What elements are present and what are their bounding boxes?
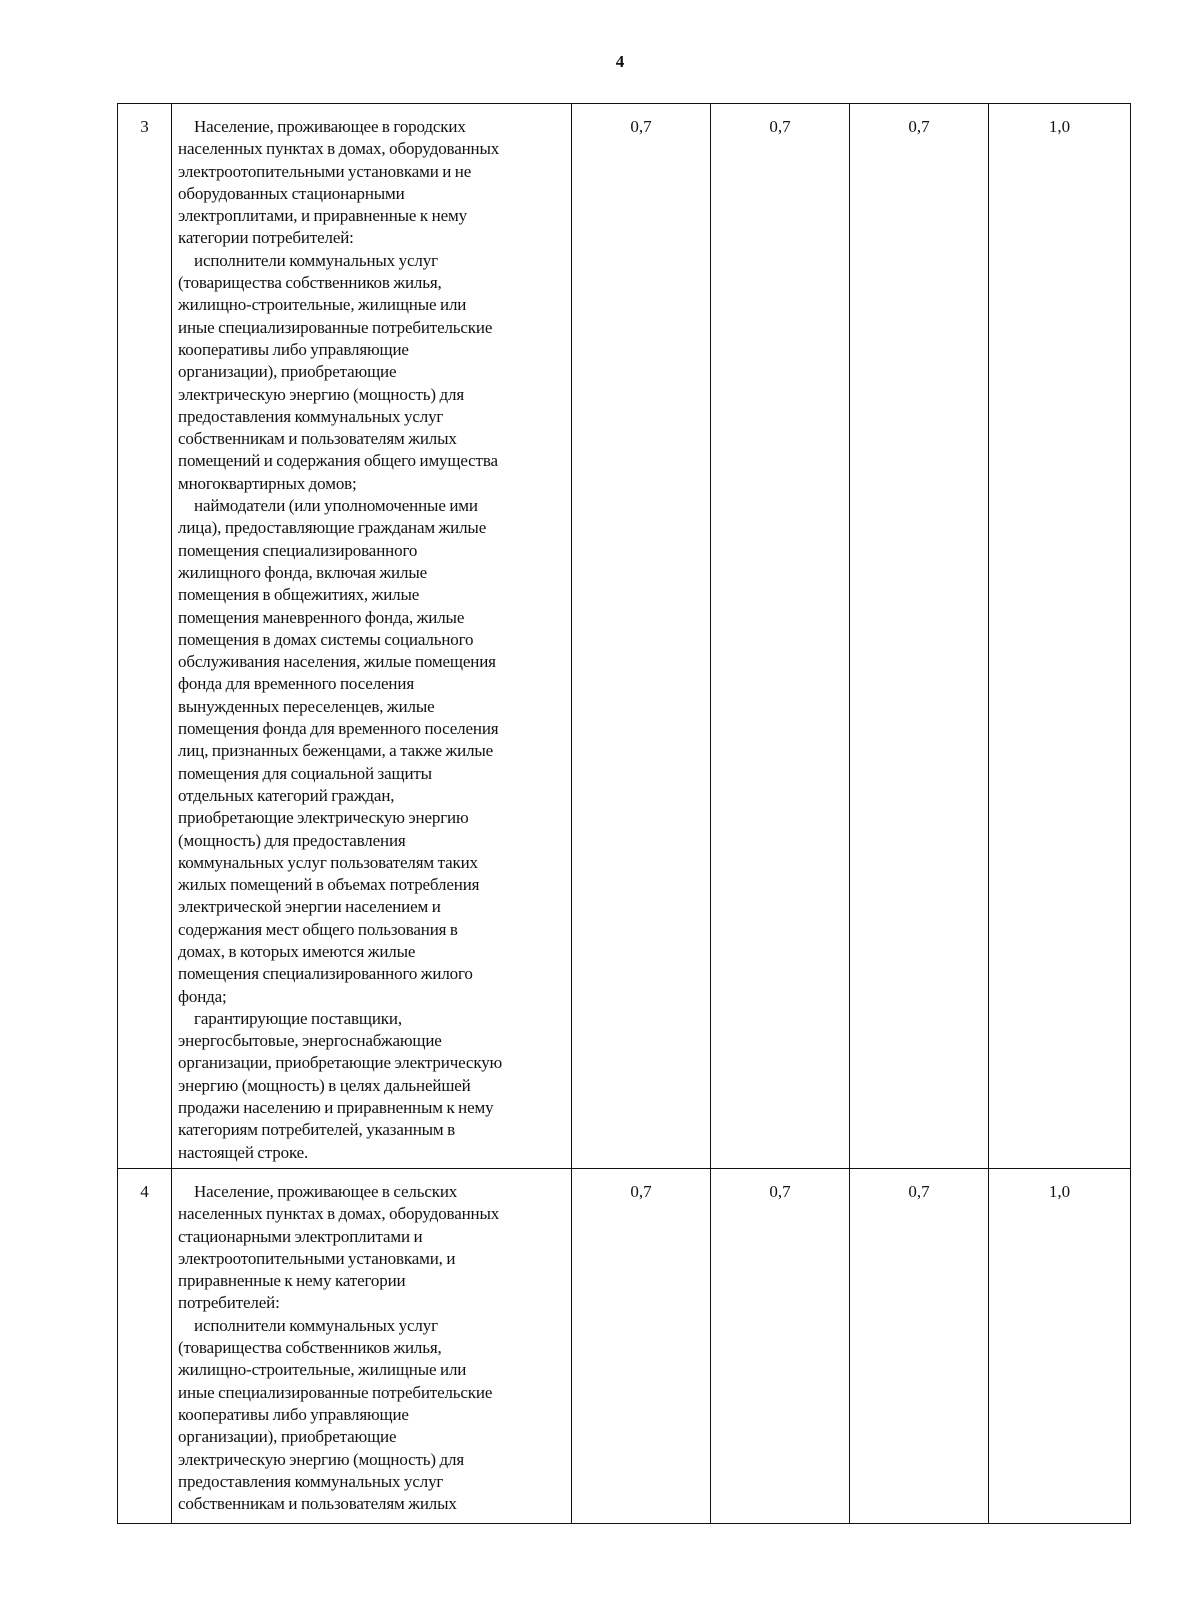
row-description (172, 104, 572, 1169)
description-line: жилищно-строительные, жилищные или (178, 295, 467, 315)
description-line: электрическую энергию (мощность) для (178, 384, 465, 404)
description-line: собственникам и пользователям жилых (178, 1494, 457, 1514)
description-line: потребителей: (178, 1293, 280, 1313)
description-line: фонда; (178, 986, 227, 1006)
description-line: многоквартирных домов; (178, 473, 357, 493)
coefficient-value: 0,7 (850, 104, 989, 1169)
table-row (118, 104, 1131, 1169)
description-line: вынужденных переселенцев, жилые (178, 696, 435, 716)
description-line: кооперативы либо управляющие (178, 1404, 409, 1424)
description-line: содержания мест общего пользования в (178, 919, 458, 939)
description-line: предоставления коммунальных услуг (178, 406, 444, 426)
description-line: помещения в домах системы социального (178, 629, 474, 649)
coefficient-value: 1,0 (989, 104, 1131, 1169)
description-line: электрическую энергию (мощность) для (178, 1449, 465, 1469)
description-line: обслуживания населения, жилые помещения (178, 652, 496, 672)
coefficient-value: 1,0 (989, 1168, 1131, 1523)
description-line: коммунальных услуг пользователям таких (178, 852, 478, 872)
description-line: населенных пунктах в домах, оборудованных (178, 139, 500, 159)
description-line: продажи населению и приравненным к нему (178, 1098, 494, 1118)
coefficient-value: 0,7 (711, 104, 850, 1169)
coefficient-value: 0,7 (572, 104, 711, 1169)
description-line: иные специализированные потребительские (178, 317, 493, 337)
description-line: приобретающие электрическую энергию (178, 808, 469, 828)
description-line: лица), предоставляющие гражданам жилые (178, 518, 487, 538)
description-line: помещения специализированного (178, 540, 418, 560)
description-line: отдельных категорий граждан, (178, 785, 395, 805)
description-line: исполнители коммунальных услуг (194, 1315, 438, 1335)
table-row (118, 1168, 1131, 1523)
description-line: кооперативы либо управляющие (178, 339, 409, 359)
description-line: помещения в общежитиях, жилые (178, 585, 420, 605)
description-line: категориям потребителей, указанным в (178, 1120, 456, 1140)
description-line: энергию (мощность) в целях дальнейшей (178, 1075, 471, 1095)
row-description (172, 1168, 572, 1523)
description-line: помещения специализированного жилого (178, 964, 473, 984)
tariff-coefficients-table (117, 103, 1131, 1524)
description-line: гарантирующие поставщики, (194, 1008, 402, 1028)
description-line: настоящей строке. (178, 1142, 309, 1162)
description-line: (товарищества собственников жилья, (178, 273, 442, 293)
description-line: помещения маневренного фонда, жилые (178, 607, 465, 627)
description-line: оборудованных стационарными (178, 183, 405, 203)
description-line: электроотопительными установками и не (178, 161, 472, 181)
page-number: 4 (615, 52, 625, 71)
description-line: предоставления коммунальных услуг (178, 1471, 444, 1491)
description-line: жилищно-строительные, жилищные или (178, 1360, 467, 1380)
description-line: организации), приобретающие (178, 1427, 397, 1447)
description-line: Население, проживающее в сельских (194, 1181, 458, 1201)
description-line: помещений и содержания общего имущества (178, 451, 498, 471)
description-line: электроплитами, и приравненные к нему (178, 206, 467, 226)
description-line: электроотопительными установками, и (178, 1248, 456, 1268)
description-line: жилищного фонда, включая жилые (178, 562, 428, 582)
description-line: стационарными электроплитами и (178, 1226, 423, 1246)
description-line: помещения фонда для временного поселения (178, 719, 499, 739)
coefficient-value: 0,7 (711, 1168, 850, 1523)
coefficient-value: 0,7 (850, 1168, 989, 1523)
description-line: наймодатели (или уполномоченные ими (194, 496, 478, 516)
description-line: организации), приобретающие (178, 362, 397, 382)
description-line: категории потребителей: (178, 228, 354, 248)
description-line: исполнители коммунальных услуг (194, 250, 438, 270)
description-line: приравненные к нему категории (178, 1271, 406, 1291)
description-line: домах, в которых имеются жилые (178, 941, 416, 961)
description-line: иные специализированные потребительские (178, 1382, 493, 1402)
description-line: населенных пунктах в домах, оборудованных (178, 1204, 500, 1224)
description-line: электрической энергии населением и (178, 897, 441, 917)
description-line: (мощность) для предоставления (178, 830, 406, 850)
description-line: энергосбытовые, энергоснабжающие (178, 1031, 442, 1051)
description-line: жилых помещений в объемах потребления (178, 875, 480, 895)
description-line: собственникам и пользователям жилых (178, 429, 457, 449)
coefficient-value: 0,7 (572, 1168, 711, 1523)
description-line: Население, проживающее в городских (194, 117, 466, 136)
description-line: (товарищества собственников жилья, (178, 1338, 442, 1358)
description-line: лиц, признанных беженцами, а также жилые (178, 741, 494, 761)
description-line: помещения для социальной защиты (178, 763, 432, 783)
description-line: фонда для временного поселения (178, 674, 414, 694)
description-line: организации, приобретающие электрическую (178, 1053, 503, 1073)
row-number: 3 (118, 104, 172, 1169)
row-number: 4 (118, 1168, 172, 1523)
